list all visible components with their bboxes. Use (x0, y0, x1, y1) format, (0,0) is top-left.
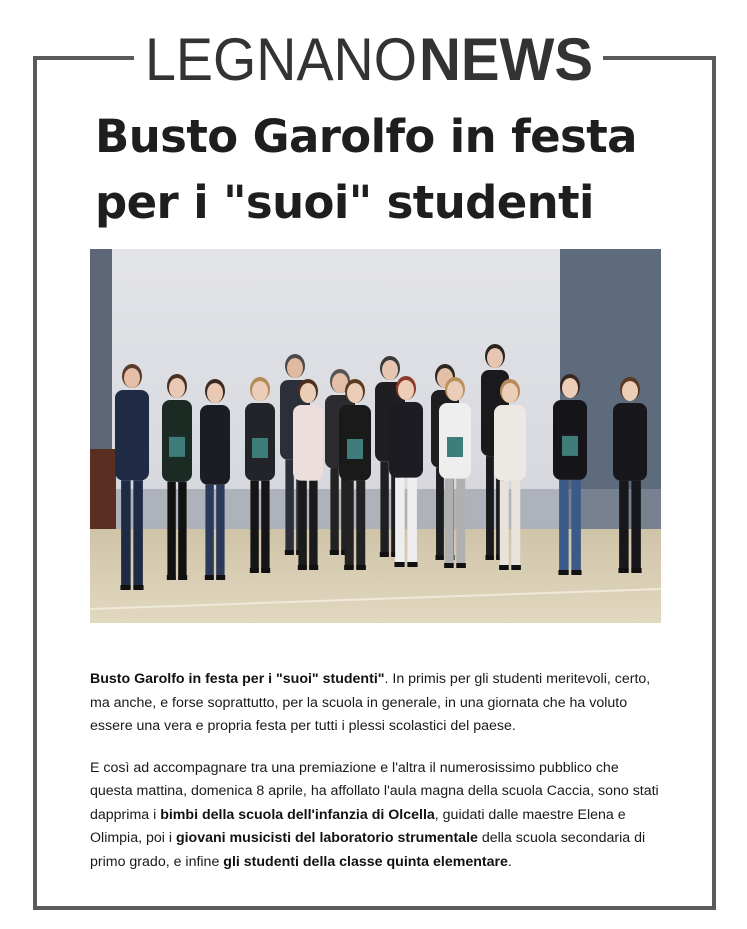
headline-line-2: per i "suoi" studenti (95, 176, 594, 229)
torso (200, 405, 230, 485)
leg (133, 480, 143, 589)
leg (205, 485, 213, 579)
p2-text-2: , guidati dalle maestre Elena e Olimpia, poi i (90, 806, 626, 846)
shoe (631, 568, 641, 573)
leg (285, 460, 293, 554)
head (287, 358, 303, 378)
leg (178, 482, 186, 579)
shoe (205, 575, 214, 580)
headline-line-1: Busto Garolfo in festa (95, 110, 637, 163)
leg (456, 479, 465, 567)
book (347, 439, 363, 459)
leg (559, 480, 569, 574)
head (622, 381, 638, 401)
shoe (250, 568, 259, 573)
shoe (407, 562, 417, 567)
head (169, 378, 185, 398)
p2-text-3: della scuola secondaria di primo grado, e infine (90, 830, 646, 870)
shoe (167, 575, 176, 580)
shoe (309, 565, 318, 570)
shoe (394, 562, 404, 567)
p1-text: . In primis per gli studenti meritevoli, certo, ma anche, e forse soprattutto, per la scuola in generale, in una giornata che ha voluto essere una vera e propria festa per tutti i plessi scolastici del paese. (90, 671, 651, 734)
lectern (90, 449, 116, 529)
shoe (618, 568, 628, 573)
head (398, 380, 414, 400)
shoe (178, 575, 187, 580)
torso (115, 390, 149, 480)
shoe (380, 552, 389, 557)
head (487, 348, 503, 368)
shoe (261, 568, 270, 573)
leg (167, 482, 175, 579)
head (252, 381, 268, 401)
head (300, 383, 316, 403)
head (562, 378, 578, 398)
leg (500, 481, 509, 569)
shoe (444, 563, 454, 568)
leg (436, 468, 444, 559)
book (252, 438, 268, 458)
shoe (344, 565, 354, 570)
head (502, 383, 518, 403)
shoe (356, 565, 366, 570)
p2-text-1: E così ad accompagnare tra una premiazione e l'altra il numerosissimo pubblico che questa mattina, domenica 8 aprile, ha affollato l'aula magna della scuola Caccia, sono stati dapprima i (90, 759, 659, 823)
p2-bold-3: gli studenti della classe quinta elementare (223, 853, 508, 870)
shoe (558, 570, 568, 575)
head (382, 360, 398, 380)
frame-top-right (603, 56, 716, 60)
shoe (330, 550, 339, 555)
p2-bold-1: bimbi della scuola dell'infanzia di Olcella (160, 806, 435, 823)
torso (293, 405, 323, 481)
leg (250, 481, 258, 572)
shoe (499, 565, 509, 570)
frame-bottom (33, 906, 716, 910)
frame-left (33, 56, 37, 910)
head (347, 383, 363, 403)
leg (395, 478, 405, 566)
book (562, 436, 578, 456)
shoe (571, 570, 581, 575)
frame-top-left (33, 56, 134, 60)
p2-bold-2: giovani musicisti del laboratorio strumentale (175, 830, 478, 846)
legnanonews-logo (145, 30, 595, 84)
leg (216, 485, 224, 579)
leg (261, 481, 269, 572)
headline (95, 104, 695, 236)
shoe (485, 555, 493, 560)
leg (445, 479, 454, 567)
shoe (133, 585, 143, 590)
leg (356, 481, 365, 569)
leg (330, 469, 338, 555)
torso (494, 405, 526, 481)
shoe (456, 563, 466, 568)
shoe (435, 555, 443, 560)
leg (345, 481, 354, 569)
leg (309, 481, 317, 569)
leg (486, 456, 494, 559)
torso (389, 402, 423, 478)
group-photo (90, 249, 661, 623)
book (447, 437, 463, 457)
leg (380, 462, 388, 556)
article-paragraph-1 (90, 668, 660, 739)
leg (631, 481, 641, 572)
leg (407, 478, 417, 566)
leg (121, 480, 131, 589)
logo-bold-text: NEWS (419, 30, 593, 84)
shoe (298, 565, 307, 570)
shoe (285, 550, 294, 555)
article-body (90, 668, 660, 892)
head (207, 383, 223, 403)
leg (619, 481, 629, 572)
shoe (216, 575, 225, 580)
book (169, 437, 185, 457)
frame-right (712, 56, 716, 910)
logo-light-text: LEGNANO (145, 30, 417, 84)
head (124, 368, 140, 388)
leg (298, 481, 306, 569)
leg (571, 480, 581, 574)
torso (613, 403, 647, 481)
article-paragraph-2 (90, 757, 660, 875)
shoe (120, 585, 130, 590)
lead-bold: Busto Garolfo in festa per i "suoi" studenti" (90, 671, 385, 687)
leg (511, 481, 520, 569)
shoe (511, 565, 521, 570)
head (447, 381, 463, 401)
p2-text-4: . (507, 853, 512, 870)
